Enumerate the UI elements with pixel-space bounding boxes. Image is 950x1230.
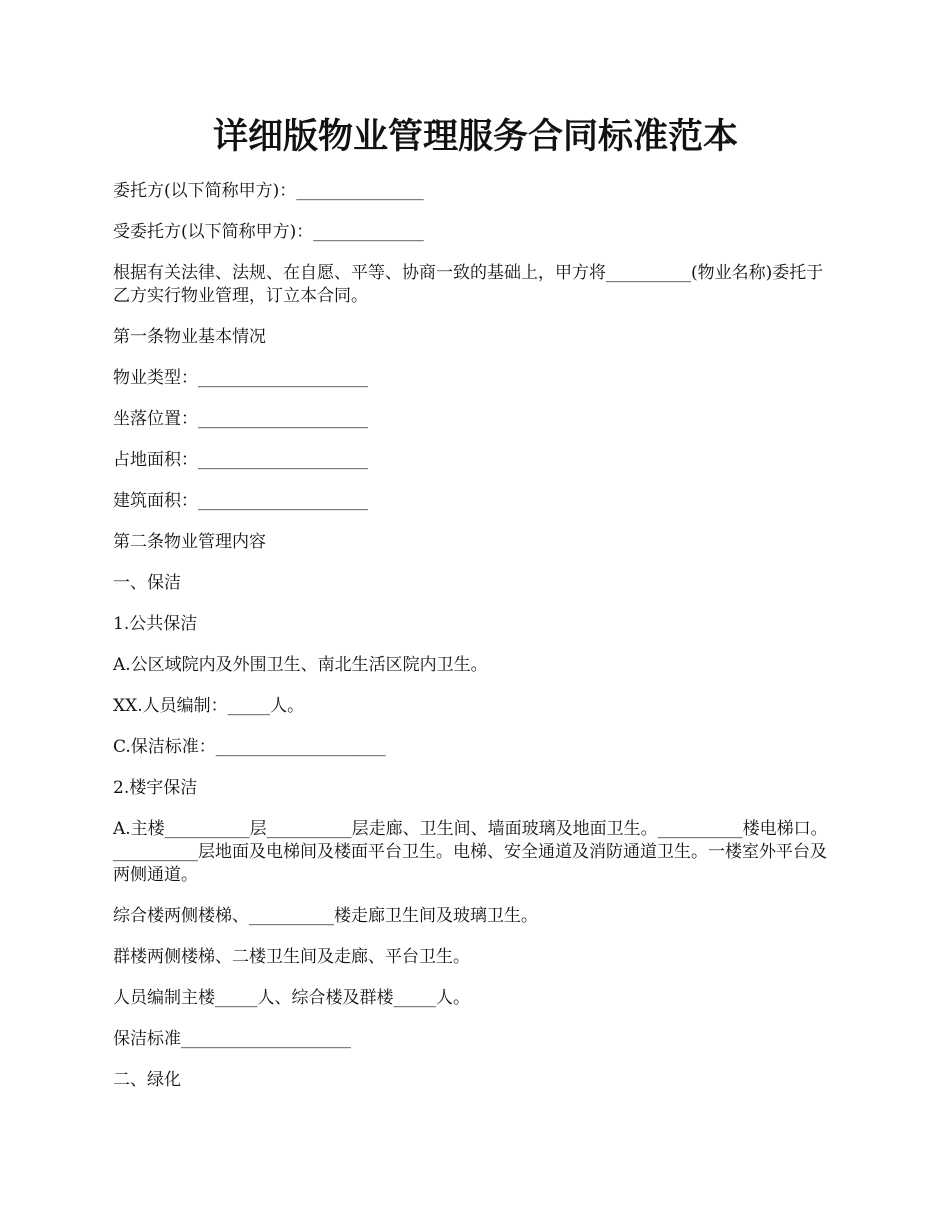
building-cleaning-heading: 2.楼宇保洁 [113, 778, 198, 798]
section-cleaning-heading: 一、保洁 [113, 573, 181, 593]
party-b-line: 受委托方(以下简称甲方)：_____________ [113, 222, 424, 242]
public-cleaning-heading: 1.公共保洁 [113, 614, 198, 634]
complex-building-cleaning: 综合楼两侧楼梯、__________楼走廊卫生间及玻璃卫生。 [113, 906, 538, 926]
building-cleaning-standard: 保洁标准____________________ [113, 1029, 351, 1049]
public-cleaning-staffing: XX.人员编制：_____人。 [113, 696, 305, 716]
public-cleaning-standard: C.保洁标准：____________________ [113, 737, 386, 757]
document-title: 详细版物业管理服务合同标准范本 [212, 116, 738, 157]
public-cleaning-scope: A.公区域院内及外围卫生、南北生活区院内卫生。 [113, 655, 488, 675]
building-cleaning-staffing: 人员编制主楼_____人、综合楼及群楼_____人。 [113, 988, 470, 1008]
document-page [113, 112, 838, 1110]
article-2-heading: 第二条物业管理内容 [113, 532, 266, 552]
party-a-line: 委托方(以下简称甲方)：_______________ [113, 181, 424, 201]
section-greening-heading: 二、绿化 [113, 1070, 181, 1090]
building-area-line: 建筑面积：____________________ [113, 491, 368, 511]
article-1-heading: 第一条物业基本情况 [113, 327, 266, 347]
main-building-cleaning-scope: A.主楼__________层__________层走廊、卫生间、墙面玻璃及地面卫生。__________楼电梯口。__________层地面及电梯间及楼面平台卫生。电梯、安全通道及消防通道卫生。一楼室外平台及两侧通道。 [113, 819, 828, 885]
location-line: 坐落位置：____________________ [113, 409, 368, 429]
property-type-line: 物业类型：____________________ [113, 368, 368, 388]
group-building-cleaning: 群楼两侧楼梯、二楼卫生间及走廊、平台卫生。 [113, 947, 470, 967]
land-area-line: 占地面积：____________________ [113, 450, 368, 470]
preamble-paragraph: 根据有关法律、法规、在自愿、平等、协商一致的基础上，甲方将__________(物业名称)委托于乙方实行物业管理，订立本合同。 [113, 263, 824, 306]
